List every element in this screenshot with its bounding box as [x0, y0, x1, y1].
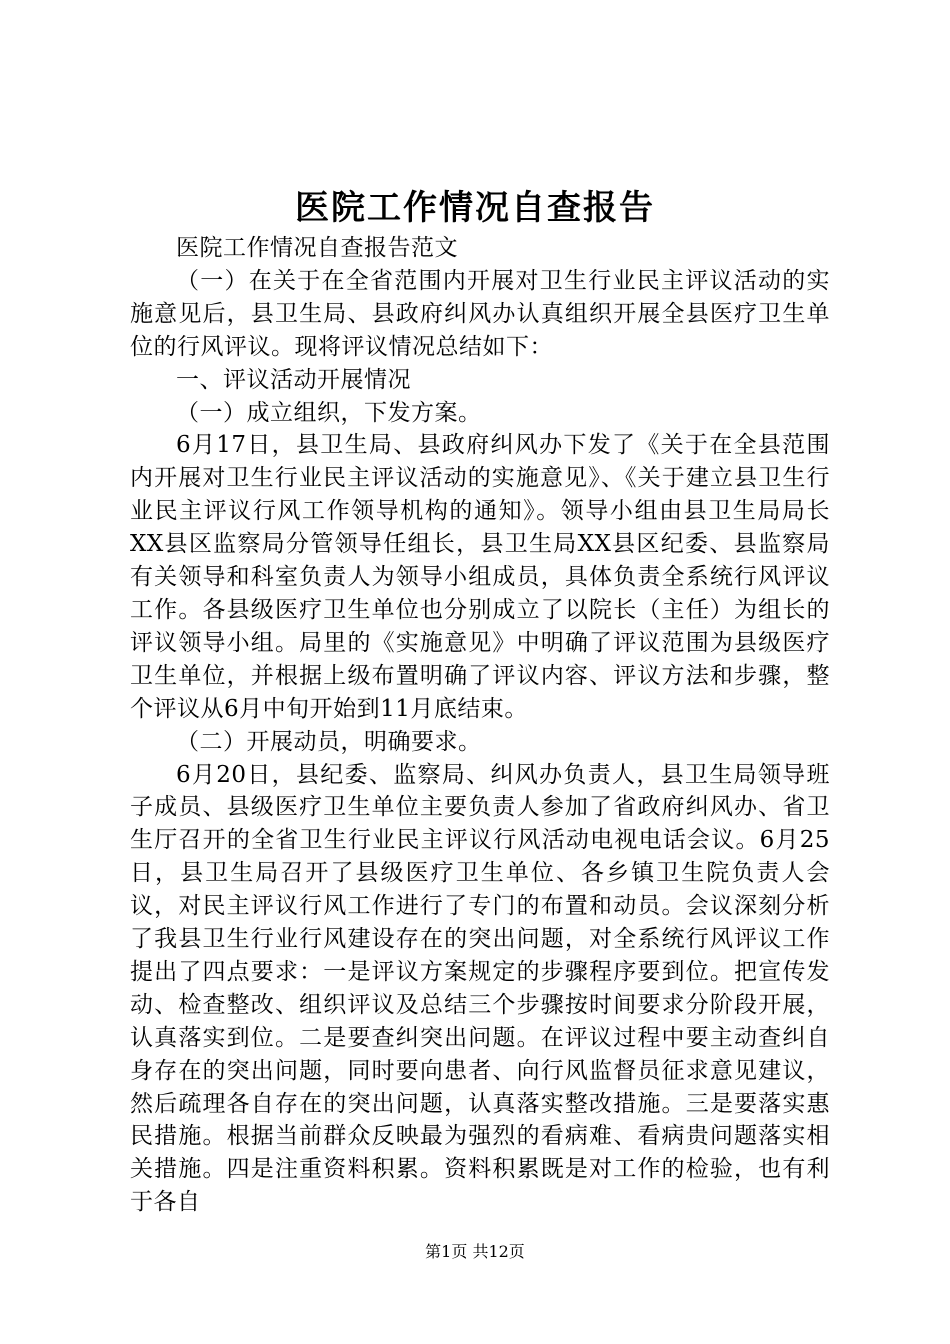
document-body	[130, 232, 830, 1219]
subsection-heading: （一）成立组织，下发方案。	[176, 399, 482, 426]
subtitle-paragraph: 医院工作情况自查报告范文	[176, 235, 458, 261]
page-footer: 第1页 共12页	[425, 1242, 525, 1261]
section-heading: 一、评议活动开展情况	[176, 366, 411, 393]
subsection-heading: （二）开展动员，明确要求。	[176, 728, 482, 755]
document-title: 医院工作情况自查报告	[295, 188, 655, 228]
body-paragraph: 6月17日，县卫生局、县政府纠风办下发了《关于在全县范围内开展对卫生行业民主评议活动的实施意见》、《关于建立县卫生行业民主评议行风工作领导机构的通知》。领导小组由县卫生局局长XX县区监察局分管领导任组长，县卫生局XX县区纪委、县监察局有关领导和科室负责人为领导小组成员，具体负责全系统行风评议工作。各县级医疗卫生单位也分别成立了以院长（主任）为组长的评议领导小组。局里的《实施意见》中明确了评议范围为县级医疗卫生单位，并根据上级布置明确了评议内容、评议方法和步骤，整个评议从6月中旬开始到11月底结束。	[130, 432, 830, 722]
body-paragraph: 6月20日，县纪委、监察局、纠风办负责人，县卫生局领导班子成员、县级医疗卫生单位主要负责人参加了省政府纠风办、省卫生厅召开的全省卫生行业民主评议行风活动电视电话会议。6月25日，县卫生局召开了县级医疗卫生单位、各乡镇卫生院负责人会议，对民主评议行风工作进行了专门的布置和动员。会议深刻分析了我县卫生行业行风建设存在的突出问题，对全系统行风评议工作提出了四点要求：一是评议方案规定的步骤程序要到位。把宣传发动、检查整改、组织评议及总结三个步骤按时间要求分阶段开展，认真落实到位。二是要查纠突出问题。在评议过程中要主动查纠自身存在的突出问题，同时要向患者、向行风监督员征求意见建议，然后疏理各自存在的突出问题，认真落实整改措施。三是要落实惠民措施。根据当前群众反映最为强烈的看病难、看病贵问题落实相关措施。四是注重资料积累。资料积累既是对工作的检验，也有利于各自	[130, 761, 830, 1216]
intro-paragraph: （一）在关于在全省范围内开展对卫生行业民主评议活动的实施意见后，县卫生局、县政府纠风办认真组织开展全县医疗卫生单位的行风评议。现将评议情况总结如下：	[130, 267, 830, 360]
